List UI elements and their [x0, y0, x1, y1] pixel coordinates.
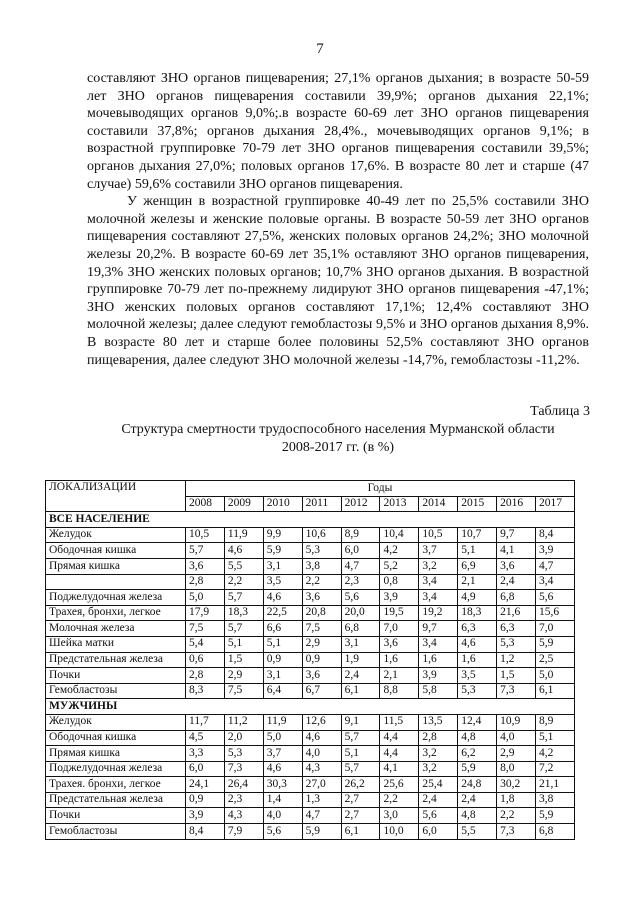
value-cell: 5,6	[341, 590, 380, 606]
value-cell: 26,4	[224, 777, 263, 793]
value-cell: 6,0	[419, 824, 458, 840]
localization-cell: Шейка матки	[46, 636, 186, 652]
value-cell: 30,2	[497, 777, 536, 793]
section-row	[46, 699, 575, 715]
value-cell: 8,9	[536, 714, 575, 730]
localization-cell: Ободочная кишка	[46, 730, 186, 746]
value-cell: 4,6	[224, 543, 263, 559]
value-cell: 24,1	[186, 777, 225, 793]
year-header-2010: 2010	[263, 496, 302, 512]
value-cell: 2,8	[186, 574, 225, 590]
value-cell: 2,3	[341, 574, 380, 590]
localization-cell: Гемобластозы	[46, 824, 186, 840]
value-cell: 6,0	[186, 761, 225, 777]
value-cell: 5,9	[302, 824, 341, 840]
value-cell: 15,6	[536, 605, 575, 621]
value-cell: 5,3	[458, 683, 497, 699]
value-cell: 2,4	[497, 574, 536, 590]
value-cell: 0,9	[263, 652, 302, 668]
value-cell: 21,6	[497, 605, 536, 621]
value-cell: 2,4	[341, 668, 380, 684]
year-header-2016: 2016	[497, 496, 536, 512]
value-cell: 3,6	[302, 590, 341, 606]
value-cell: 4,1	[380, 761, 419, 777]
localization-cell: Ободочная кишка	[46, 543, 186, 559]
value-cell: 3,1	[263, 558, 302, 574]
value-cell: 10,7	[458, 527, 497, 543]
value-cell: 3,6	[380, 636, 419, 652]
value-cell: 5,5	[458, 824, 497, 840]
value-cell: 18,3	[458, 605, 497, 621]
value-cell: 20,8	[302, 605, 341, 621]
value-cell: 4,2	[536, 746, 575, 762]
localization-cell: Трахея, бронхи, легкое	[46, 605, 186, 621]
value-cell: 5,0	[536, 668, 575, 684]
value-cell: 5,6	[263, 824, 302, 840]
header-localization: ЛОКАЛИЗАЦИИ	[46, 481, 186, 512]
value-cell: 30,3	[263, 777, 302, 793]
value-cell: 5,8	[419, 683, 458, 699]
value-cell: 5,7	[341, 761, 380, 777]
value-cell: 11,2	[224, 714, 263, 730]
value-cell: 6,9	[458, 558, 497, 574]
value-cell: 3,4	[419, 590, 458, 606]
value-cell: 8,4	[536, 527, 575, 543]
value-cell: 4,6	[302, 730, 341, 746]
value-cell: 3,8	[536, 792, 575, 808]
value-cell: 9,7	[419, 621, 458, 637]
value-cell: 4,5	[186, 730, 225, 746]
paragraph-2: У женщин в возрастной группировке 40-49 лет по 25,5% составили ЗНО молочной железы и женские половые органы. В возрасте 50-59 лет ЗНО органов пищеварения составляют 27,5%, женских половых органов 24,2%; ЗНО молочной железы 20,2%. В возрасте 60-69 лет 35,1% оставляют ЗНО органов пищеварения, 19,3% ЗНО женских половых органов; 10,7% ЗНО органов дыхания. В возрастной группировке 70-79 лет по-прежнему лидируют ЗНО органов пищеварения -47,1%; ЗНО женских половых органов составляют 17,1%; 12,4% составляют ЗНО молочной железы; далее следуют гемобластозы 9,5% и ЗНО органов дыхания 8,9%. В возрасте 80 лет и старше более половины 52,5% составляют ЗНО органов пищеварения, далее следуют ЗНО молочной железы -14,7%, гемобластозы -11,2%.	[87, 194, 589, 368]
value-cell: 9,7	[497, 527, 536, 543]
value-cell: 4,6	[263, 590, 302, 606]
value-cell: 3,1	[341, 636, 380, 652]
value-cell: 10,9	[497, 714, 536, 730]
value-cell: 10,6	[302, 527, 341, 543]
value-cell: 5,3	[302, 543, 341, 559]
value-cell: 4,3	[302, 761, 341, 777]
localization-cell: Почки	[46, 668, 186, 684]
value-cell: 4,9	[458, 590, 497, 606]
table-row	[46, 761, 575, 777]
value-cell: 5,1	[341, 746, 380, 762]
value-cell: 5,1	[263, 636, 302, 652]
value-cell: 7,5	[186, 621, 225, 637]
section-row	[46, 512, 575, 528]
value-cell: 3,5	[458, 668, 497, 684]
value-cell: 1,6	[458, 652, 497, 668]
value-cell: 5,7	[224, 590, 263, 606]
localization-cell	[46, 574, 186, 590]
body-text	[87, 70, 589, 369]
value-cell: 10,5	[419, 527, 458, 543]
value-cell: 4,4	[380, 746, 419, 762]
value-cell: 13,5	[419, 714, 458, 730]
page-number: 7	[316, 41, 324, 57]
value-cell: 8,4	[186, 824, 225, 840]
value-cell: 2,5	[536, 652, 575, 668]
table-row	[46, 636, 575, 652]
value-cell: 19,5	[380, 605, 419, 621]
value-cell: 25,4	[419, 777, 458, 793]
year-header-2014: 2014	[419, 496, 458, 512]
value-cell: 3,9	[536, 543, 575, 559]
value-cell: 7,5	[302, 621, 341, 637]
table-row	[46, 746, 575, 762]
value-cell: 5,3	[224, 746, 263, 762]
value-cell: 3,8	[302, 558, 341, 574]
localization-cell: Предстательная железа	[46, 652, 186, 668]
year-header-2017: 2017	[536, 496, 575, 512]
value-cell: 6,1	[341, 683, 380, 699]
localization-cell: Гемобластозы	[46, 683, 186, 699]
value-cell: 4,7	[302, 808, 341, 824]
table-row	[46, 668, 575, 684]
value-cell: 3,9	[380, 590, 419, 606]
value-cell: 5,9	[536, 808, 575, 824]
value-cell: 12,6	[302, 714, 341, 730]
year-header-2013: 2013	[380, 496, 419, 512]
value-cell: 5,7	[224, 621, 263, 637]
year-header-2008: 2008	[186, 496, 225, 512]
table-title-line-1: Структура смертности трудоспособного населения Мурманской области	[121, 422, 555, 437]
value-cell: 25,6	[380, 777, 419, 793]
value-cell: 2,2	[380, 792, 419, 808]
localization-cell: Желудок	[46, 714, 186, 730]
value-cell: 26,2	[341, 777, 380, 793]
value-cell: 8,3	[186, 683, 225, 699]
table-row	[46, 605, 575, 621]
value-cell: 5,5	[224, 558, 263, 574]
value-cell: 2,2	[497, 808, 536, 824]
value-cell: 3,0	[380, 808, 419, 824]
table-row	[46, 621, 575, 637]
value-cell: 4,8	[458, 808, 497, 824]
value-cell: 17,9	[186, 605, 225, 621]
value-cell: 21,1	[536, 777, 575, 793]
value-cell: 5,0	[263, 730, 302, 746]
value-cell: 5,2	[380, 558, 419, 574]
value-cell: 4,3	[224, 808, 263, 824]
value-cell: 6,8	[341, 621, 380, 637]
localization-cell: Поджелудочная железа	[46, 590, 186, 606]
value-cell: 18,3	[224, 605, 263, 621]
value-cell: 11,9	[263, 714, 302, 730]
value-cell: 1,2	[497, 652, 536, 668]
value-cell: 5,1	[458, 543, 497, 559]
value-cell: 5,0	[186, 590, 225, 606]
value-cell: 6,1	[341, 824, 380, 840]
value-cell: 3,3	[186, 746, 225, 762]
value-cell: 5,1	[224, 636, 263, 652]
table-row	[46, 714, 575, 730]
value-cell: 1,6	[419, 652, 458, 668]
value-cell: 2,2	[302, 574, 341, 590]
year-header-2009: 2009	[224, 496, 263, 512]
value-cell: 5,7	[341, 730, 380, 746]
value-cell: 7,5	[224, 683, 263, 699]
value-cell: 7,3	[497, 824, 536, 840]
value-cell: 10,4	[380, 527, 419, 543]
localization-cell: Молочная железа	[46, 621, 186, 637]
value-cell: 7,0	[380, 621, 419, 637]
value-cell: 20,0	[341, 605, 380, 621]
value-cell: 3,2	[419, 761, 458, 777]
value-cell: 3,4	[419, 636, 458, 652]
value-cell: 4,8	[458, 730, 497, 746]
value-cell: 4,0	[302, 746, 341, 762]
value-cell: 12,4	[458, 714, 497, 730]
value-cell: 6,3	[497, 621, 536, 637]
table-row	[46, 590, 575, 606]
value-cell: 5,9	[458, 761, 497, 777]
value-cell: 7,2	[536, 761, 575, 777]
value-cell: 1,5	[224, 652, 263, 668]
value-cell: 6,8	[497, 590, 536, 606]
value-cell: 3,2	[419, 746, 458, 762]
value-cell: 2,0	[224, 730, 263, 746]
value-cell: 7,9	[224, 824, 263, 840]
mortality-table	[45, 480, 575, 840]
localization-cell: Поджелудочная железа	[46, 761, 186, 777]
localization-cell: Прямая кишка	[46, 558, 186, 574]
value-cell: 7,3	[224, 761, 263, 777]
value-cell: 0,6	[186, 652, 225, 668]
value-cell: 3,2	[419, 558, 458, 574]
value-cell: 6,3	[458, 621, 497, 637]
year-header-2015: 2015	[458, 496, 497, 512]
value-cell: 5,7	[186, 543, 225, 559]
value-cell: 2,4	[419, 792, 458, 808]
table-row	[46, 543, 575, 559]
localization-cell: Почки	[46, 808, 186, 824]
value-cell: 1,5	[497, 668, 536, 684]
table-label: Таблица 3	[530, 404, 590, 419]
value-cell: 3,9	[419, 668, 458, 684]
table-title	[87, 421, 589, 457]
value-cell: 9,9	[263, 527, 302, 543]
table-title-line-2: 2008-2017 гг. (в %)	[281, 440, 395, 455]
value-cell: 6,0	[341, 543, 380, 559]
value-cell: 5,9	[263, 543, 302, 559]
value-cell: 2,7	[341, 808, 380, 824]
value-cell: 5,9	[536, 636, 575, 652]
value-cell: 8,0	[497, 761, 536, 777]
table-row	[46, 683, 575, 699]
value-cell: 10,5	[186, 527, 225, 543]
value-cell: 5,6	[419, 808, 458, 824]
value-cell: 2,1	[458, 574, 497, 590]
value-cell: 7,0	[536, 621, 575, 637]
value-cell: 3,6	[186, 558, 225, 574]
value-cell: 4,6	[458, 636, 497, 652]
value-cell: 0,9	[186, 792, 225, 808]
paragraph-1: составляют ЗНО органов пищеварения; 27,1% органов дыхания; в возрасте 50-59 лет ЗНО органов пищеварения составили 39,9%; органов дыхания 22,1%; мочевыводящих органов 9,0%;.в возрасте 60-69 лет ЗНО органов пищеварения составили 37,8%; органов дыхания 28,4%., мочевыводящих органов 9,1%; в возрастной группировке 70-79 лет ЗНО органов пищеварения составили 39,5%; органов дыхания 27,0%; половых органов 17,6%. В возрасте 80 лет и старше (47 случае) 59,6% составили ЗНО органов пищеварения.	[87, 71, 589, 192]
value-cell: 2,8	[419, 730, 458, 746]
value-cell: 8,8	[380, 683, 419, 699]
value-cell: 2,3	[224, 792, 263, 808]
value-cell: 3,5	[263, 574, 302, 590]
value-cell: 3,6	[302, 668, 341, 684]
value-cell: 3,4	[419, 574, 458, 590]
value-cell: 4,7	[536, 558, 575, 574]
table-row	[46, 574, 575, 590]
value-cell: 2,9	[224, 668, 263, 684]
value-cell: 1,4	[263, 792, 302, 808]
value-cell: 5,4	[186, 636, 225, 652]
value-cell: 19,2	[419, 605, 458, 621]
table-header-row	[46, 481, 575, 497]
value-cell: 11,7	[186, 714, 225, 730]
localization-cell: Трахея. бронхи, легкое	[46, 777, 186, 793]
value-cell: 3,6	[497, 558, 536, 574]
year-header-2011: 2011	[302, 496, 341, 512]
localization-cell: Прямая кишка	[46, 746, 186, 762]
table-row	[46, 808, 575, 824]
value-cell: 2,4	[458, 792, 497, 808]
section-title: ВСЕ НАСЕЛЕНИЕ	[46, 512, 575, 528]
value-cell: 24,8	[458, 777, 497, 793]
value-cell: 6,7	[302, 683, 341, 699]
value-cell: 4,2	[380, 543, 419, 559]
value-cell: 4,7	[341, 558, 380, 574]
value-cell: 9,1	[341, 714, 380, 730]
table-body	[46, 512, 575, 839]
value-cell: 6,4	[263, 683, 302, 699]
value-cell: 4,6	[263, 761, 302, 777]
section-title: МУЖЧИНЫ	[46, 699, 575, 715]
table-row	[46, 558, 575, 574]
value-cell: 6,6	[263, 621, 302, 637]
value-cell: 4,0	[497, 730, 536, 746]
localization-cell: Предстательная железа	[46, 792, 186, 808]
value-cell: 3,4	[536, 574, 575, 590]
value-cell: 22,5	[263, 605, 302, 621]
value-cell: 0,8	[380, 574, 419, 590]
value-cell: 4,0	[263, 808, 302, 824]
header-years: Годы	[186, 481, 575, 497]
value-cell: 10,0	[380, 824, 419, 840]
value-cell: 2,1	[380, 668, 419, 684]
table-row	[46, 730, 575, 746]
value-cell: 5,1	[536, 730, 575, 746]
value-cell: 6,1	[536, 683, 575, 699]
value-cell: 3,7	[419, 543, 458, 559]
table-row	[46, 777, 575, 793]
value-cell: 5,6	[536, 590, 575, 606]
value-cell: 3,1	[263, 668, 302, 684]
table-row	[46, 824, 575, 840]
year-header-2012: 2012	[341, 496, 380, 512]
value-cell: 8,9	[341, 527, 380, 543]
value-cell: 1,8	[497, 792, 536, 808]
value-cell: 1,6	[380, 652, 419, 668]
value-cell: 6,2	[458, 746, 497, 762]
value-cell: 2,7	[341, 792, 380, 808]
localization-cell: Желудок	[46, 527, 186, 543]
value-cell: 11,5	[380, 714, 419, 730]
value-cell: 2,8	[186, 668, 225, 684]
table-row	[46, 652, 575, 668]
table-row	[46, 527, 575, 543]
value-cell: 1,3	[302, 792, 341, 808]
value-cell: 3,7	[263, 746, 302, 762]
value-cell: 2,2	[224, 574, 263, 590]
value-cell: 3,9	[186, 808, 225, 824]
value-cell: 4,1	[497, 543, 536, 559]
value-cell: 4,4	[380, 730, 419, 746]
value-cell: 6,8	[536, 824, 575, 840]
value-cell: 7,3	[497, 683, 536, 699]
table-row	[46, 792, 575, 808]
value-cell: 1,9	[341, 652, 380, 668]
value-cell: 2,9	[302, 636, 341, 652]
value-cell: 5,3	[497, 636, 536, 652]
value-cell: 2,9	[497, 746, 536, 762]
value-cell: 27,0	[302, 777, 341, 793]
value-cell: 11,9	[224, 527, 263, 543]
value-cell: 0,9	[302, 652, 341, 668]
